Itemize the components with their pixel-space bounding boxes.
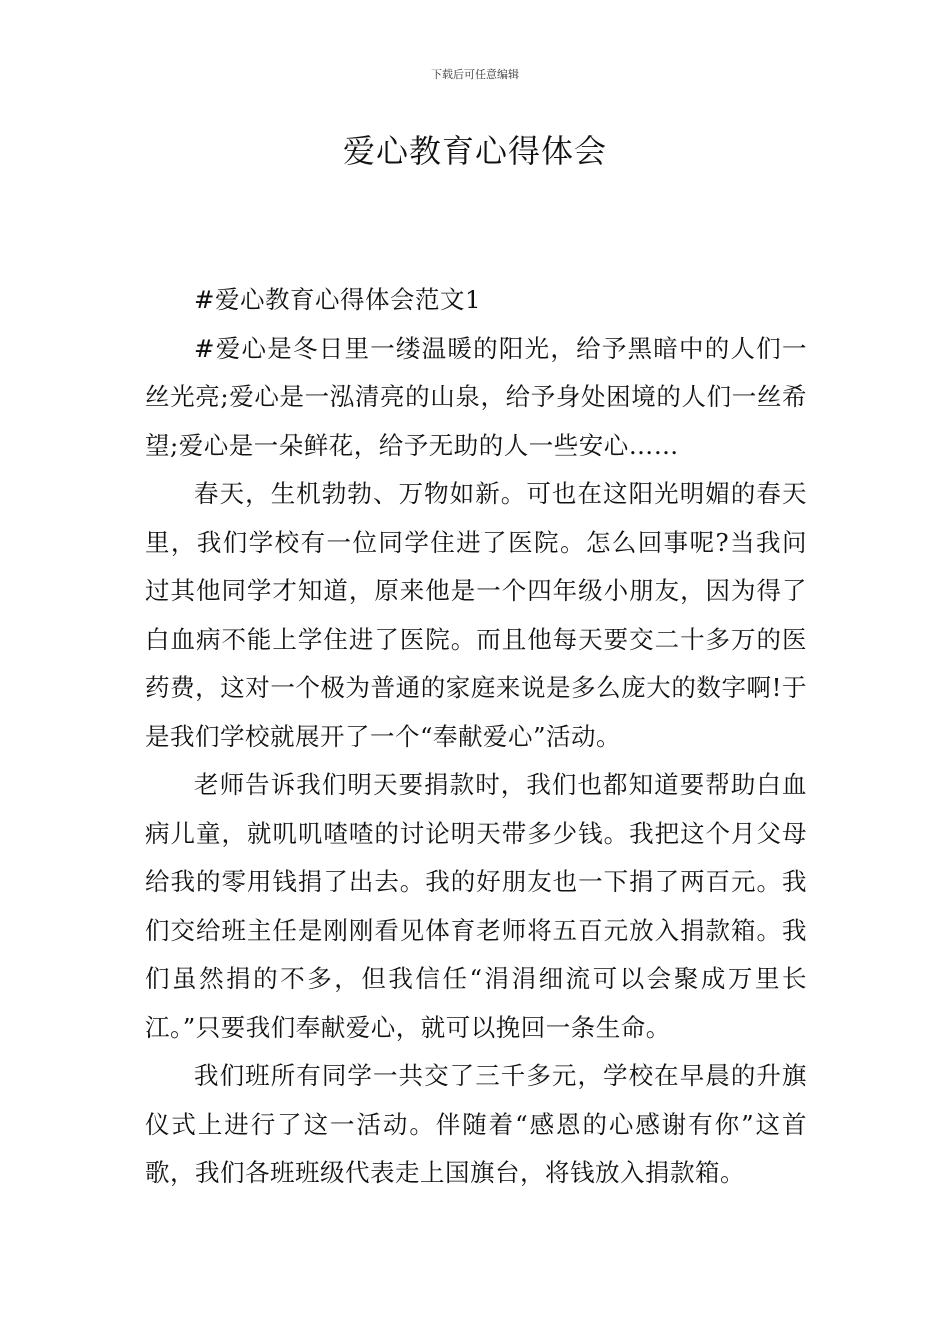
paragraph-spring: 春天，生机勃勃、万物如新。可也在这阳光明媚的春天里，我们学校有一位同学住进了医院。怎么回事呢?当我问过其他同学才知道，原来他是一个四年级小朋友，因为得了白血病不能上学住进了医院。而且他每天要交二十多万的医药费，这对一个极为普通的家庭来说是多么庞大的数字啊!于是我们学校就展开了一个“奉献爱心”活动。 [145,479,807,751]
document-title: 爱心教育心得体会 [342,132,607,170]
paragraph-intro: #爱心是冬日里一缕温暖的阳光，给予黑暗中的人们一丝光亮;爱心是一泓清亮的山泉，给予身处困境的人们一丝希望;爱心是一朵鲜花，给予无助的人一些安心…… [145,333,807,460]
header-note: 下载后可任意编辑 [431,68,519,81]
paragraph-heading: #爱心教育心得体会范文1 [194,285,482,314]
paragraph-ceremony: 我们班所有同学一共交了三千多元，学校在早晨的升旗仪式上进行了这一活动。伴随着“感恩的心感谢有你”这首歌，我们各班班级代表走上国旗台，将钱放入捐款箱。 [145,1061,807,1187]
paragraph-donation: 老师告诉我们明天要捐款时，我们也都知道要帮助白血病儿童，就叽叽喳喳的讨论明天带多少钱。我把这个月父母给我的零用钱捐了出去。我的好朋友也一下捐了两百元。我们交给班主任是刚刚看见体育老师将五百元放入捐款箱。我们虽然捐的不多，但我信任“涓涓细流可以会聚成万里长江。”只要我们奉献爱心，就可以挽回一条生命。 [145,770,807,1042]
document-body [145,276,807,1198]
